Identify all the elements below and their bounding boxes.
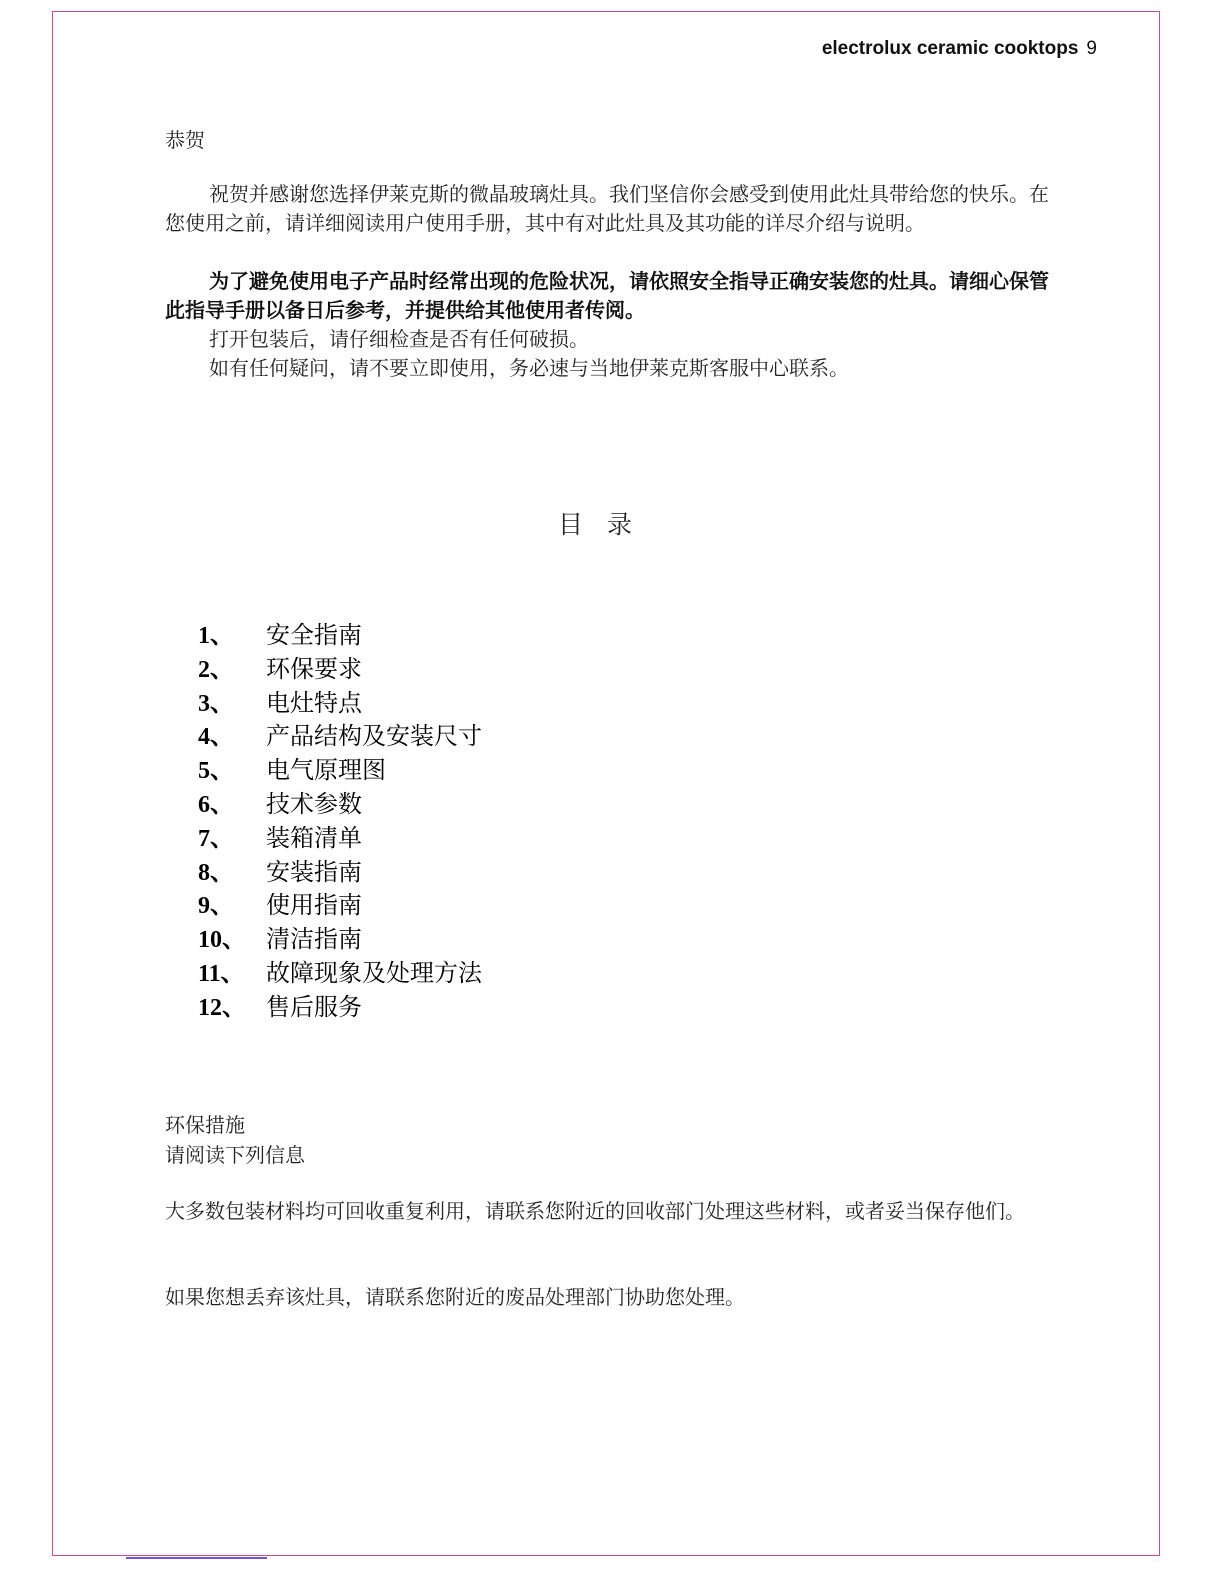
toc-item-text: 清洁指南 [266,925,362,954]
toc-item-number: 7、 [198,825,234,852]
toc-item-number: 9、 [198,893,234,920]
environment-paragraph-1: 大多数包装材料均可回收重复利用，请联系您附近的回收部门处理这些材料，或者妥当保存他们。 [165,1199,1025,1223]
intro-paragraph-3: 打开包装后，请仔细检查是否有任何破损。 [209,327,589,351]
page-number: 9 [1086,38,1097,59]
toc-item [198,720,482,754]
intro-paragraph-1: 祝贺并感谢您选择伊莱克斯的微晶玻璃灶具。我们坚信你会感受到使用此灶具带给您的快乐。在您使用之前，请详细阅读用户使用手册，其中有对此灶具及其功能的详尽介绍与说明。 [165,182,1049,235]
environment-subheading: 请阅读下列信息 [165,1143,305,1167]
toc-item-number: 1、 [198,623,234,649]
toc-item-text: 故障现象及处理方法 [266,958,482,987]
toc-item-number: 12、 [198,994,246,1021]
toc-item [198,788,482,822]
toc-item [198,653,482,687]
header-brand: electrolux ceramic cooktops [821,38,1079,59]
toc-item [198,923,482,957]
toc-item-number: 8、 [198,859,234,886]
toc-item [198,687,482,721]
toc-item [198,822,482,856]
toc-item-number: 3、 [198,690,234,717]
toc-item-text: 产品结构及安装尺寸 [266,722,482,751]
toc-item [198,957,482,991]
toc-title: 目录 [557,510,656,539]
toc-item-text: 使用指南 [266,891,362,920]
toc-item [198,754,482,788]
toc-item [198,889,482,923]
toc-item-text: 技术参数 [266,789,362,818]
toc-item-text: 安全指南 [266,621,362,649]
intro-paragraph-4: 如有任何疑问，请不要立即使用，务必速与当地伊莱克斯客服中心联系。 [209,356,849,380]
environment-paragraph-2: 如果您想丢弃该灶具，请联系您附近的废品处理部门协助您处理。 [165,1285,745,1309]
toc-item-number: 11、 [198,960,245,987]
toc-list [198,619,482,1025]
toc-item [198,991,482,1025]
toc-item-number: 10、 [198,927,246,954]
environment-heading: 环保措施 [165,1113,245,1137]
bottom-accent-line [126,1557,267,1559]
toc-item [198,619,482,653]
running-header [822,38,1097,60]
toc-item-text: 电气原理图 [266,756,386,785]
intro-paragraph-2: 为了避免使用电子产品时经常出现的危险状况，请依照安全指导正确安装您的灶具。请细心保管此指导手册以备日后参考，并提供给其他使用者传阅。 [165,269,1049,322]
toc-item-number: 5、 [198,758,234,785]
toc-item-text: 安装指南 [266,857,362,886]
toc-item-text: 售后服务 [266,992,362,1021]
toc-item-number: 6、 [198,791,234,818]
toc-item-number: 2、 [198,656,234,683]
document-page [52,11,1160,1556]
toc-item-text: 电灶特点 [266,688,362,717]
toc-item [198,856,482,890]
toc-item-text: 环保要求 [266,654,362,683]
intro-title: 恭贺 [165,128,205,152]
toc-item-number: 4、 [198,724,234,751]
toc-item-text: 装箱清单 [266,823,362,852]
